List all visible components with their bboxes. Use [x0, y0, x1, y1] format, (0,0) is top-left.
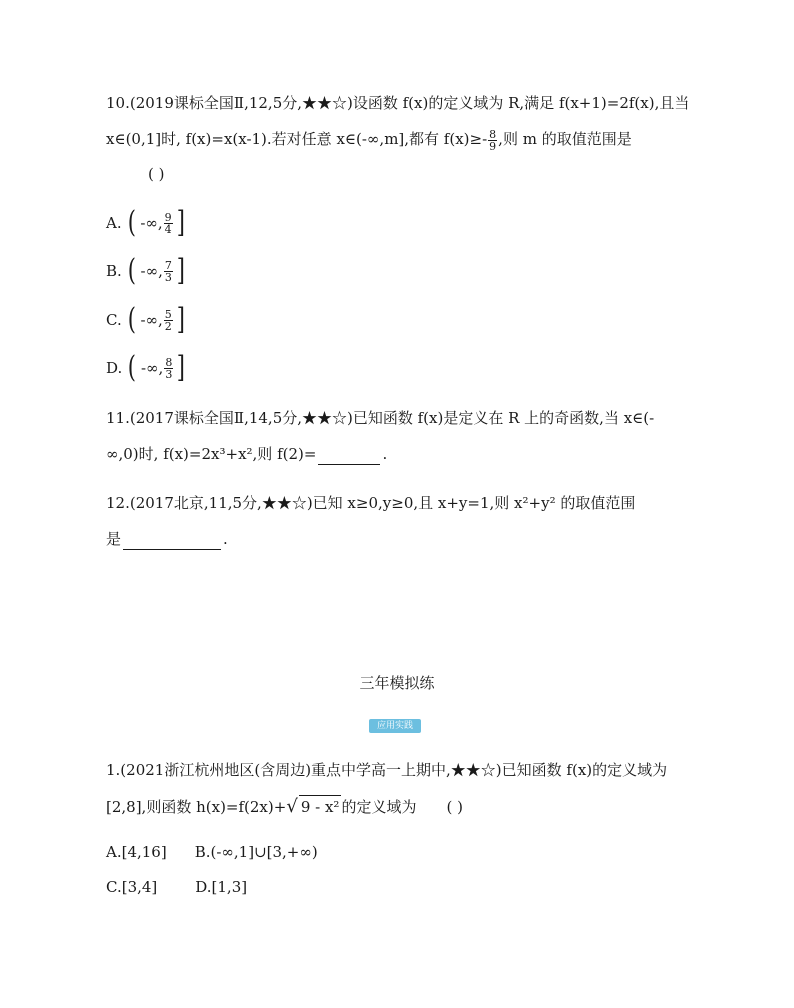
- section-title: 三年模拟练: [359, 674, 435, 692]
- section-badge: 应用实践: [369, 719, 421, 733]
- option-fraction: [164, 212, 173, 235]
- q10-line2-post: ,则 m 的取值范围是: [498, 130, 632, 148]
- q11-line2: [106, 443, 387, 465]
- q10-option-b[interactable]: [106, 253, 187, 288]
- left-paren: (: [127, 253, 136, 288]
- q10-line2-pre: x∈(0,1]时, f(x)=x(x-1).若对任意 x∈(-∞,m],都有 f(x)≥-: [106, 130, 488, 148]
- option-text: -∞,: [140, 262, 163, 280]
- right-bracket: ]: [176, 302, 185, 337]
- q1-option-b[interactable]: B.(-∞,1]∪[3,+∞): [194, 843, 318, 861]
- right-bracket: ]: [176, 205, 185, 240]
- q10-line2: [106, 128, 632, 152]
- q10-option-c[interactable]: [106, 302, 187, 337]
- q12-line2-pre: 是: [106, 530, 122, 548]
- option-text: -∞,: [140, 359, 164, 377]
- option-label: D.: [106, 359, 123, 377]
- q12-line2-post: .: [223, 530, 228, 548]
- fraction-den: 3: [164, 270, 172, 284]
- q11-line1: 11.(2017课标全国Ⅱ,14,5分,★★☆)已知函数 f(x)是定义在 R 上的奇函数,当 x∈(-: [106, 409, 655, 427]
- right-bracket: ]: [177, 350, 186, 385]
- fraction-den: 4: [164, 222, 172, 236]
- q1-option-a[interactable]: A.[4,16]: [106, 843, 167, 861]
- q11-line2-pre: ∞,0)时, f(x)=2x³+x²,则 f(2)=: [106, 445, 317, 463]
- fraction-num: 8: [165, 355, 173, 369]
- q1-sqrt-body: 9 - x²: [299, 795, 342, 818]
- fraction-den: 3: [165, 367, 173, 381]
- q10-fraction-den: 9: [489, 139, 497, 153]
- fraction-den: 2: [164, 319, 172, 333]
- option-fraction: [164, 260, 173, 283]
- q10-option-a[interactable]: [106, 205, 186, 240]
- left-paren: (: [128, 350, 137, 385]
- q10-fraction: [488, 129, 497, 152]
- q10-line1: 10.(2019课标全国Ⅱ,12,5分,★★☆)设函数 f(x)的定义域为 R,满足 f(x+1)=2f(x),且当: [106, 94, 690, 112]
- q11-line2-post: .: [382, 445, 388, 463]
- q1-line2-post: 的定义域为: [341, 798, 417, 816]
- left-paren: (: [127, 302, 136, 337]
- fraction-num: 5: [164, 307, 172, 321]
- q1-line1: 1.(2021浙江杭州地区(含周边)重点中学高一上期中,★★☆)已知函数 f(x)的定义域为: [106, 761, 668, 779]
- q1-line2: [106, 795, 463, 818]
- q1-answer-paren: ( ): [446, 798, 463, 816]
- q10-option-d[interactable]: [106, 350, 187, 385]
- q11-answer-blank[interactable]: [318, 448, 380, 465]
- q1-options-row2: [106, 876, 247, 898]
- q1-option-c[interactable]: C.[3,4]: [106, 878, 158, 896]
- q1-option-d[interactable]: D.[1,3]: [195, 878, 248, 896]
- q12-answer-blank[interactable]: [123, 533, 221, 550]
- option-label: C.: [106, 311, 122, 329]
- option-text: -∞,: [140, 311, 163, 329]
- fraction-num: 9: [164, 210, 172, 224]
- option-label: B.: [106, 262, 122, 280]
- q1-options-row1: [106, 841, 318, 863]
- q12-line1: 12.(2017北京,11,5分,★★☆)已知 x≥0,y≥0,且 x+y=1,则 x²+y² 的取值范围: [106, 494, 636, 512]
- fraction-num: 7: [164, 258, 172, 272]
- sqrt-icon: √: [286, 796, 298, 817]
- q10-answer-paren: ( ): [148, 165, 165, 183]
- q1-line2-pre: [2,8],则函数 h(x)=f(2x)+: [106, 798, 287, 816]
- option-fraction: [164, 309, 173, 332]
- q10-fraction-num: 8: [489, 127, 497, 141]
- option-label: A.: [106, 214, 122, 232]
- right-bracket: ]: [176, 253, 185, 288]
- option-fraction: [164, 357, 173, 380]
- left-paren: (: [127, 205, 136, 240]
- option-text: -∞,: [140, 214, 163, 232]
- q12-line2: [106, 528, 228, 550]
